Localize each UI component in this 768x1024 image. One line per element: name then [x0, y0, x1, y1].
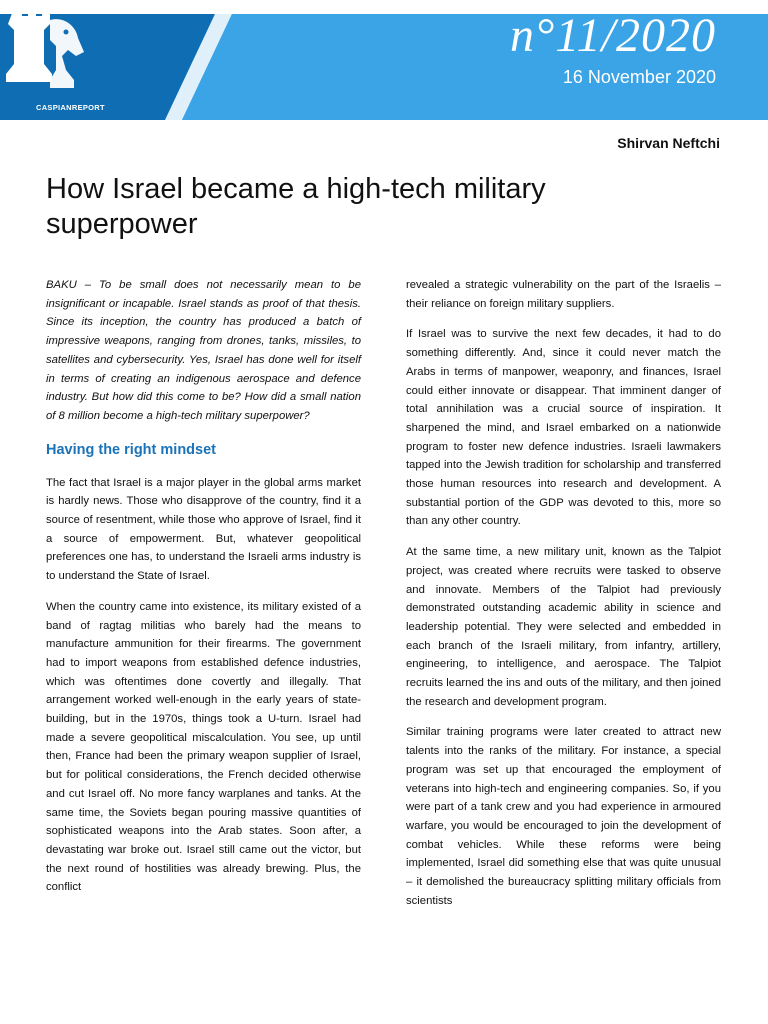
body-paragraph: The fact that Israel is a major player in the global arms market is hardly news. Those who disapprove of the country, find it a source of resentment, while those who approve of Israel, find it a source of empowerment. But, whatever geopolitical preferences one has, to understand the Israeli arms industry is to understand the State of Israel.: [46, 476, 361, 583]
body-paragraph: revealed a strategic vulnerability on the part of the Israelis – their reliance on foreign military suppliers.: [406, 279, 721, 310]
body-paragraph: When the country came into existence, its military existed of a band of ragtag militias who barely had the means to manufacture ammunition for their firearms. The government had to import weapons from established defence industries, which was oftentimes done covertly and illegally. That arrangement worked well-enough in the early years of state-building, but in the 1970s, things took a U-turn. Israel had made a severe geopolitical miscalculation. You see, up until then, France had been the primary weapon supplier of Israel, but for political considerations, the French decided otherwise and cut Israel off. No more fancy warplanes and tanks. At the same time, the Soviets began pouring massive quantities of sophisticated weapons into the Arab states. Soon after, a devastating war broke out. Israel still came out the victor, but the next round of hostilities was already brewing. Plus, the conflict: [46, 600, 361, 894]
issue-number: n°11/2020: [510, 9, 716, 62]
report-header: [0, 0, 768, 120]
body-paragraph: At the same time, a new military unit, known as the Talpiot project, was created where recruits were tasked to observe and innovate. Members of the Talpiot had previously demonstrated outstanding academic ability in science and leadership potential. They were selected and embedded in each branch of the Israeli military, from infantry, artillery, engineering, to intelligence, and aerospace. The Talpiot recruits learned the ins and outs of the military, and then joined the research and development program.: [406, 546, 721, 708]
body-paragraph: If Israel was to survive the next few decades, it had to do something differently. And, since it could never match the Arabs in terms of manpower, weaponry, and finances, Israel could either innovate or disappear. That imminent danger of total annihilation was a crucial source of inspiration. It sharpened the mind, and Israel embarked on a nationwide program to foster new defence industries. Israeli lawmakers tapped into the Jewish tradition for scholarship and transferred those human resources into research and development. A substantial portion of the GDP was devoted to this, more so than any other country.: [406, 328, 721, 528]
issue-date: 16 November 2020: [562, 67, 716, 87]
author-name: Shirvan Neftchi: [617, 135, 720, 151]
section-heading: Having the right mindset: [46, 441, 216, 458]
body-paragraph: Similar training programs were later created to attract new talents into the ranks of the military. For instance, a special program was set up that encouraged the employment of veterans into high-tech and engineering companies. So, if you were part of a tank crew and you had experience in armoured warfare, you would be encouraged to join the development of combat vehicles. While these reforms were being implemented, Israel did something else that was quite unusual – it demolished the bureaucracy splitting military officials from scientists: [406, 726, 721, 907]
article-title: How Israel became a high-tech military superpower: [46, 173, 546, 240]
left-column: [46, 276, 361, 909]
lead-paragraph: BAKU – To be small does not necessarily mean to be insignificant or incapable. Israel stands as proof of that thesis. Since its inception, the country has produced a batch of impressive weapons, ranging from drones, tanks, missiles, to satellites and cybersecurity. Yes, Israel has done well for itself in terms of creating an indigenous aerospace and defence industry. But how did this come to be? How did a small nation of 8 million become a high-tech military superpower?: [46, 279, 361, 422]
right-column: [406, 276, 721, 923]
chess-rook-knight-logo: [0, 0, 90, 90]
brand-name: CASPIANREPORT: [36, 103, 105, 112]
